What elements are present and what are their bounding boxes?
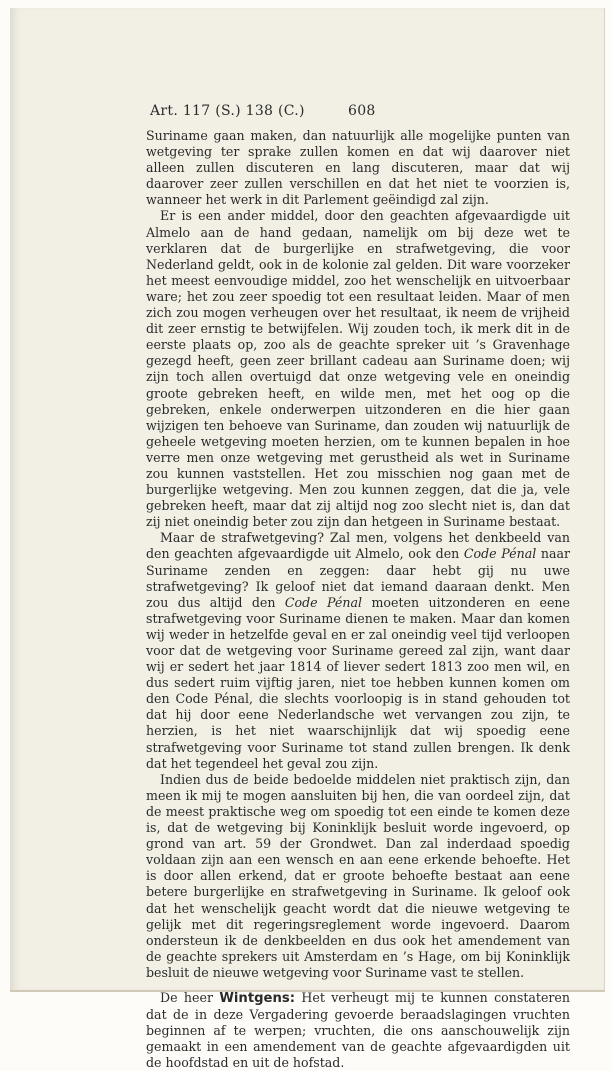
paragraph: Indien dus de beide bedoelde middelen niet praktisch zijn, dan meen ik mij te mogen aansluiten bij hen, die van oordeel zijn, dat de meest praktische weg om spoedig tot een einde te komen deze is, dat de wetgeving bij Koninklijk besluit worde ingevoerd, op grond van art. 59 der Grondwet. Dan zal inderdaad spoedig voldaan zijn aan een wensch en aan eene erkende behoefte. Het is door allen erkend, dat er groote behoefte bestaat aan eene betere burgerlijke en strafwetgeving in Suriname. Ik geloof ook dat het wenschelijk geacht wordt dat die nieuwe wetgeving te gelijk met dit regeringsreglement worde ingevoerd. Daarom ondersteun ik de denkbeelden en dus ook het amendement van de geachte sprekers uit Amsterdam en ’s Hage, om bij Koninklijk besluit de nieuwe wetgeving voor Suriname vast te stellen. bbox=[146, 771, 570, 980]
speaker-paragraph bbox=[146, 990, 570, 1071]
emphasis-code-penal: Code Pénal bbox=[284, 594, 363, 610]
emphasis-code-penal: Code Pénal bbox=[463, 546, 537, 562]
body-text bbox=[146, 128, 570, 1071]
paragraph: Er is een ander middel, door den geachten afgevaardigde uit Almelo aan de hand gedaan, namelijk om bij deze wet te verklaren dat de burgerlijke en strafwetgeving, die voor Nederland geldt, ook in de kolonie zal gelden. Dit ware voorzeker het meest eenvoudige middel, zoo het wenschelijk en uitvoerbaar ware; het zou zeer spoedig tot een resultaat leiden. Maar of men zich zou mogen verheugen over het resultaat, ik neem de vrijheid dit zeer ernstig te betwijfelen. Wij zouden toch, ik merk dit in de eerste plaats op, zoo als de geachte spreker uit ’s Gravenhage gezegd heeft, geen zeer brillant cadeau aan Suriname doen; wij zijn toch allen overtuigd dat onze wetgeving vele en oneindig groote gebreken heeft, en wilde men, met het oog op die gebreken, enkele onderwerpen uitzonderen en die hier gaan wijzigen ten behoeve van Suriname, dan zouden wij natuurlijk de geheele wetgeving moeten herzien, om te kunnen bepalen in hoe verre men onze wetgeving met gerustheid als wet in Suriname zou kunnen vaststellen. Het zou misschien nog gaan met de burgerlijke wetgeving. Men zou kunnen zeggen, dat die ja, vele gebreken heeft, maar dat zij altijd nog zoo slecht niet is, dan dat zij niet oneindig beter zou zijn dan hetgeen in Suriname bestaat. bbox=[146, 208, 570, 530]
speaker-name: Wintgens: bbox=[219, 990, 296, 1006]
running-header bbox=[150, 103, 570, 123]
paragraph bbox=[146, 530, 570, 771]
speaker-prefix: De heer bbox=[160, 989, 220, 1005]
paragraph: Suriname gaan maken, dan natuurlijk alle mogelijke punten van wetgeving ter sprake zullen komen en dat wij daarover niet alleen zullen discuteren en lang discuteren, maar dat wij daarover zeer zullen verschillen en dat het niet te voorzien is, wanneer het werk in dit Parlement geëindigd zal zijn. bbox=[146, 128, 570, 208]
paragraph-text: Maar de strafwetgeving? Zal men, volgens het denkbeeld van den geachten afgevaardigde uit Almelo, ook den bbox=[146, 530, 570, 562]
article-reference: Art. 117 (S.) 138 (C.) bbox=[150, 103, 305, 119]
page-number: 608 bbox=[348, 103, 376, 119]
paragraph-text: moeten uitzonderen en eene strafwetgeving voor Suriname dienen te maken. Maar dan komen wij weder in hetzelfde geval en er zal oneindig veel tijd verloopen voor dat de wetgeving voor Suriname gereed zal zijn, want daar wij er sedert het jaar 1814 of liever sedert 1813 zoo men wil, en dus sedert ruim vijftig jaren, niet toe hebben kunnen komen om den Code Pénal, die slechts voorloopig is in stand gehouden tot dat hij door eene Nederlandsche wet vervangen zou zijn, te herzien, is het niet waarschijnlijk dat wij spoedig eene strafwetgeving voor Suriname tot stand zullen brengen. Ik denk dat het tegendeel het geval zou zijn. bbox=[146, 594, 570, 771]
paragraph-text: naar Suriname zenden en zeggen: daar hebt gij nu uwe strafwetgeving? Ik geloof niet dat iemand daaraan denkt. Men zou dus altijd den bbox=[146, 546, 570, 610]
speaker-text: Het verheugt mij te kunnen constateren dat de in deze Vergadering gevoerde beraadslagingen vruchten beginnen af te werpen; vruchten, die ons aanschouwelijk zijn gemaakt in een amendement van de geachte afgevaardigden uit de hoofdstad en uit de hofstad. bbox=[146, 989, 570, 1071]
